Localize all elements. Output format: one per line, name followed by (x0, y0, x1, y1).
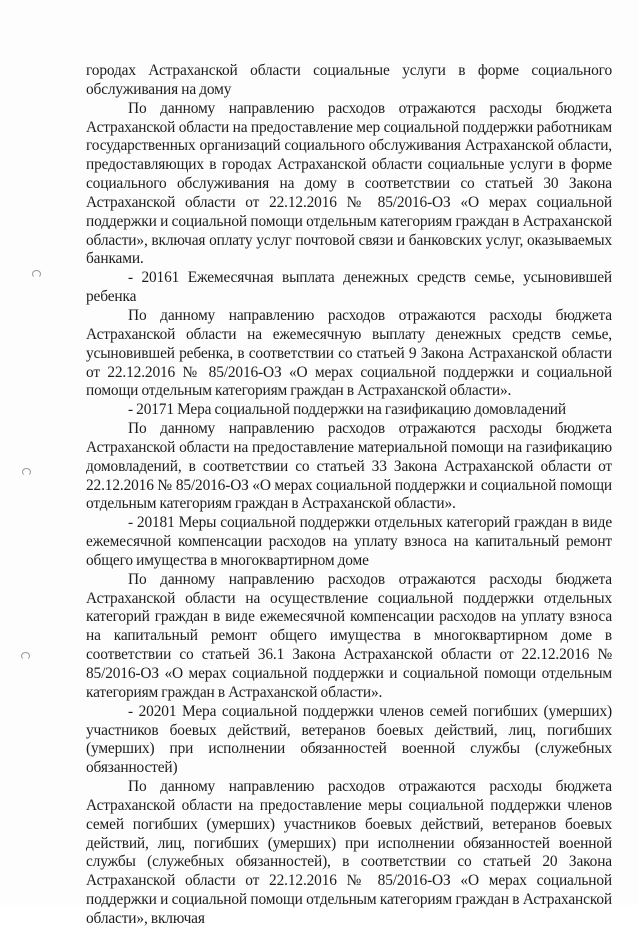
punch-hole-mark (22, 468, 31, 476)
paragraph-item-heading: - 20201 Мера социальной поддержки членов семей погибших (умерших) участников боевых действий, ветеранов боевых действий, лиц, погибших (умерших) при исполнении обязанностей военной службы (служебных обязанностей) (86, 702, 612, 777)
punch-hole-mark (21, 652, 30, 660)
paragraph-body: По данному направлению расходов отражаются расходы бюджета Астраханской области на ежемесячную выплату денежных средств семье, усыновившей ребенка, в соответствии со статьей 9 Закона Астраханской области от 22.12.2016 № 85/2016-ОЗ «О мерах социальной поддержки и социальной помощи отдельным категориям граждан в Астраханской области». (86, 306, 612, 400)
paragraph-item-heading: - 20171 Мера социальной поддержки на газификацию домовладений (128, 401, 566, 419)
paragraph-body: По данному направлению расходов отражаются расходы бюджета Астраханской области на предоставление меры социальной поддержки членов семей погибших (умерших) участников боевых действий, ветеранов боевых действий, лиц, погибших (умерших) при исполнении обязанностей военной службы (служебных обязанностей), в соответствии со статьей 20 Закона Астраханской области от 22.12.2016 № 85/2016-ОЗ «О мерах социальной поддержки и социальной помощи отдельным категориям граждан в Астраханской области», включая (86, 778, 612, 927)
paragraph-body: По данному направлению расходов отражаются расходы бюджета Астраханской области на предоставление мер социальной поддержки работникам государственных организаций социального обслуживания Астраханской области, предоставляющих в городах Астраханской области социальные услуги в форме социального обслуживания на дому в соответствии со статьей 30 Закона Астраханской области от 22.12.2016 № 85/2016-ОЗ «О мерах социальной поддержки и социальной помощи отдельным категориям граждан в Астраханской области», включая оплату услуг почтовой связи и банковских услуг, оказываемых банками. (86, 99, 612, 268)
punch-hole-mark (32, 270, 41, 278)
paragraph-continuation: городах Астраханской области социальные услуги в форме социального обслуживания на дому (86, 62, 612, 98)
document-body (86, 62, 612, 929)
paragraph-body: По данному направлению расходов отражаются расходы бюджета Астраханской области на осуществление социальной поддержки отдельных категорий граждан в виде ежемесячной компенсации расходов на уплату взноса на капитальный ремонт общего имущества в многоквартирном доме в соответствии со статьей 36.1 Закона Астраханской области от 22.12.2016 № 85/2016-ОЗ «О мерах социальной поддержки и социальной помощи отдельным категориям граждан в Астраханской области». (86, 570, 612, 701)
paragraph-item-heading: - 20181 Меры социальной поддержки отдельных категорий граждан в виде ежемесячной компенсации расходов на уплату взноса на капитальный ремонт общего имущества в многоквартирном доме (86, 514, 612, 569)
paragraph-body: По данному направлению расходов отражаются расходы бюджета Астраханской области на предоставление материальной помощи на газификацию домовладений, в соответствии со статьей 33 Закона Астраханской области от 22.12.2016 № 85/2016-ОЗ «О мерах социальной поддержки и социальной помощи отдельным категориям граждан в Астраханской области». (86, 420, 612, 513)
paragraph-item-heading: - 20161 Ежемесячная выплата денежных средств семье, усыновившей ребенка (86, 269, 612, 306)
